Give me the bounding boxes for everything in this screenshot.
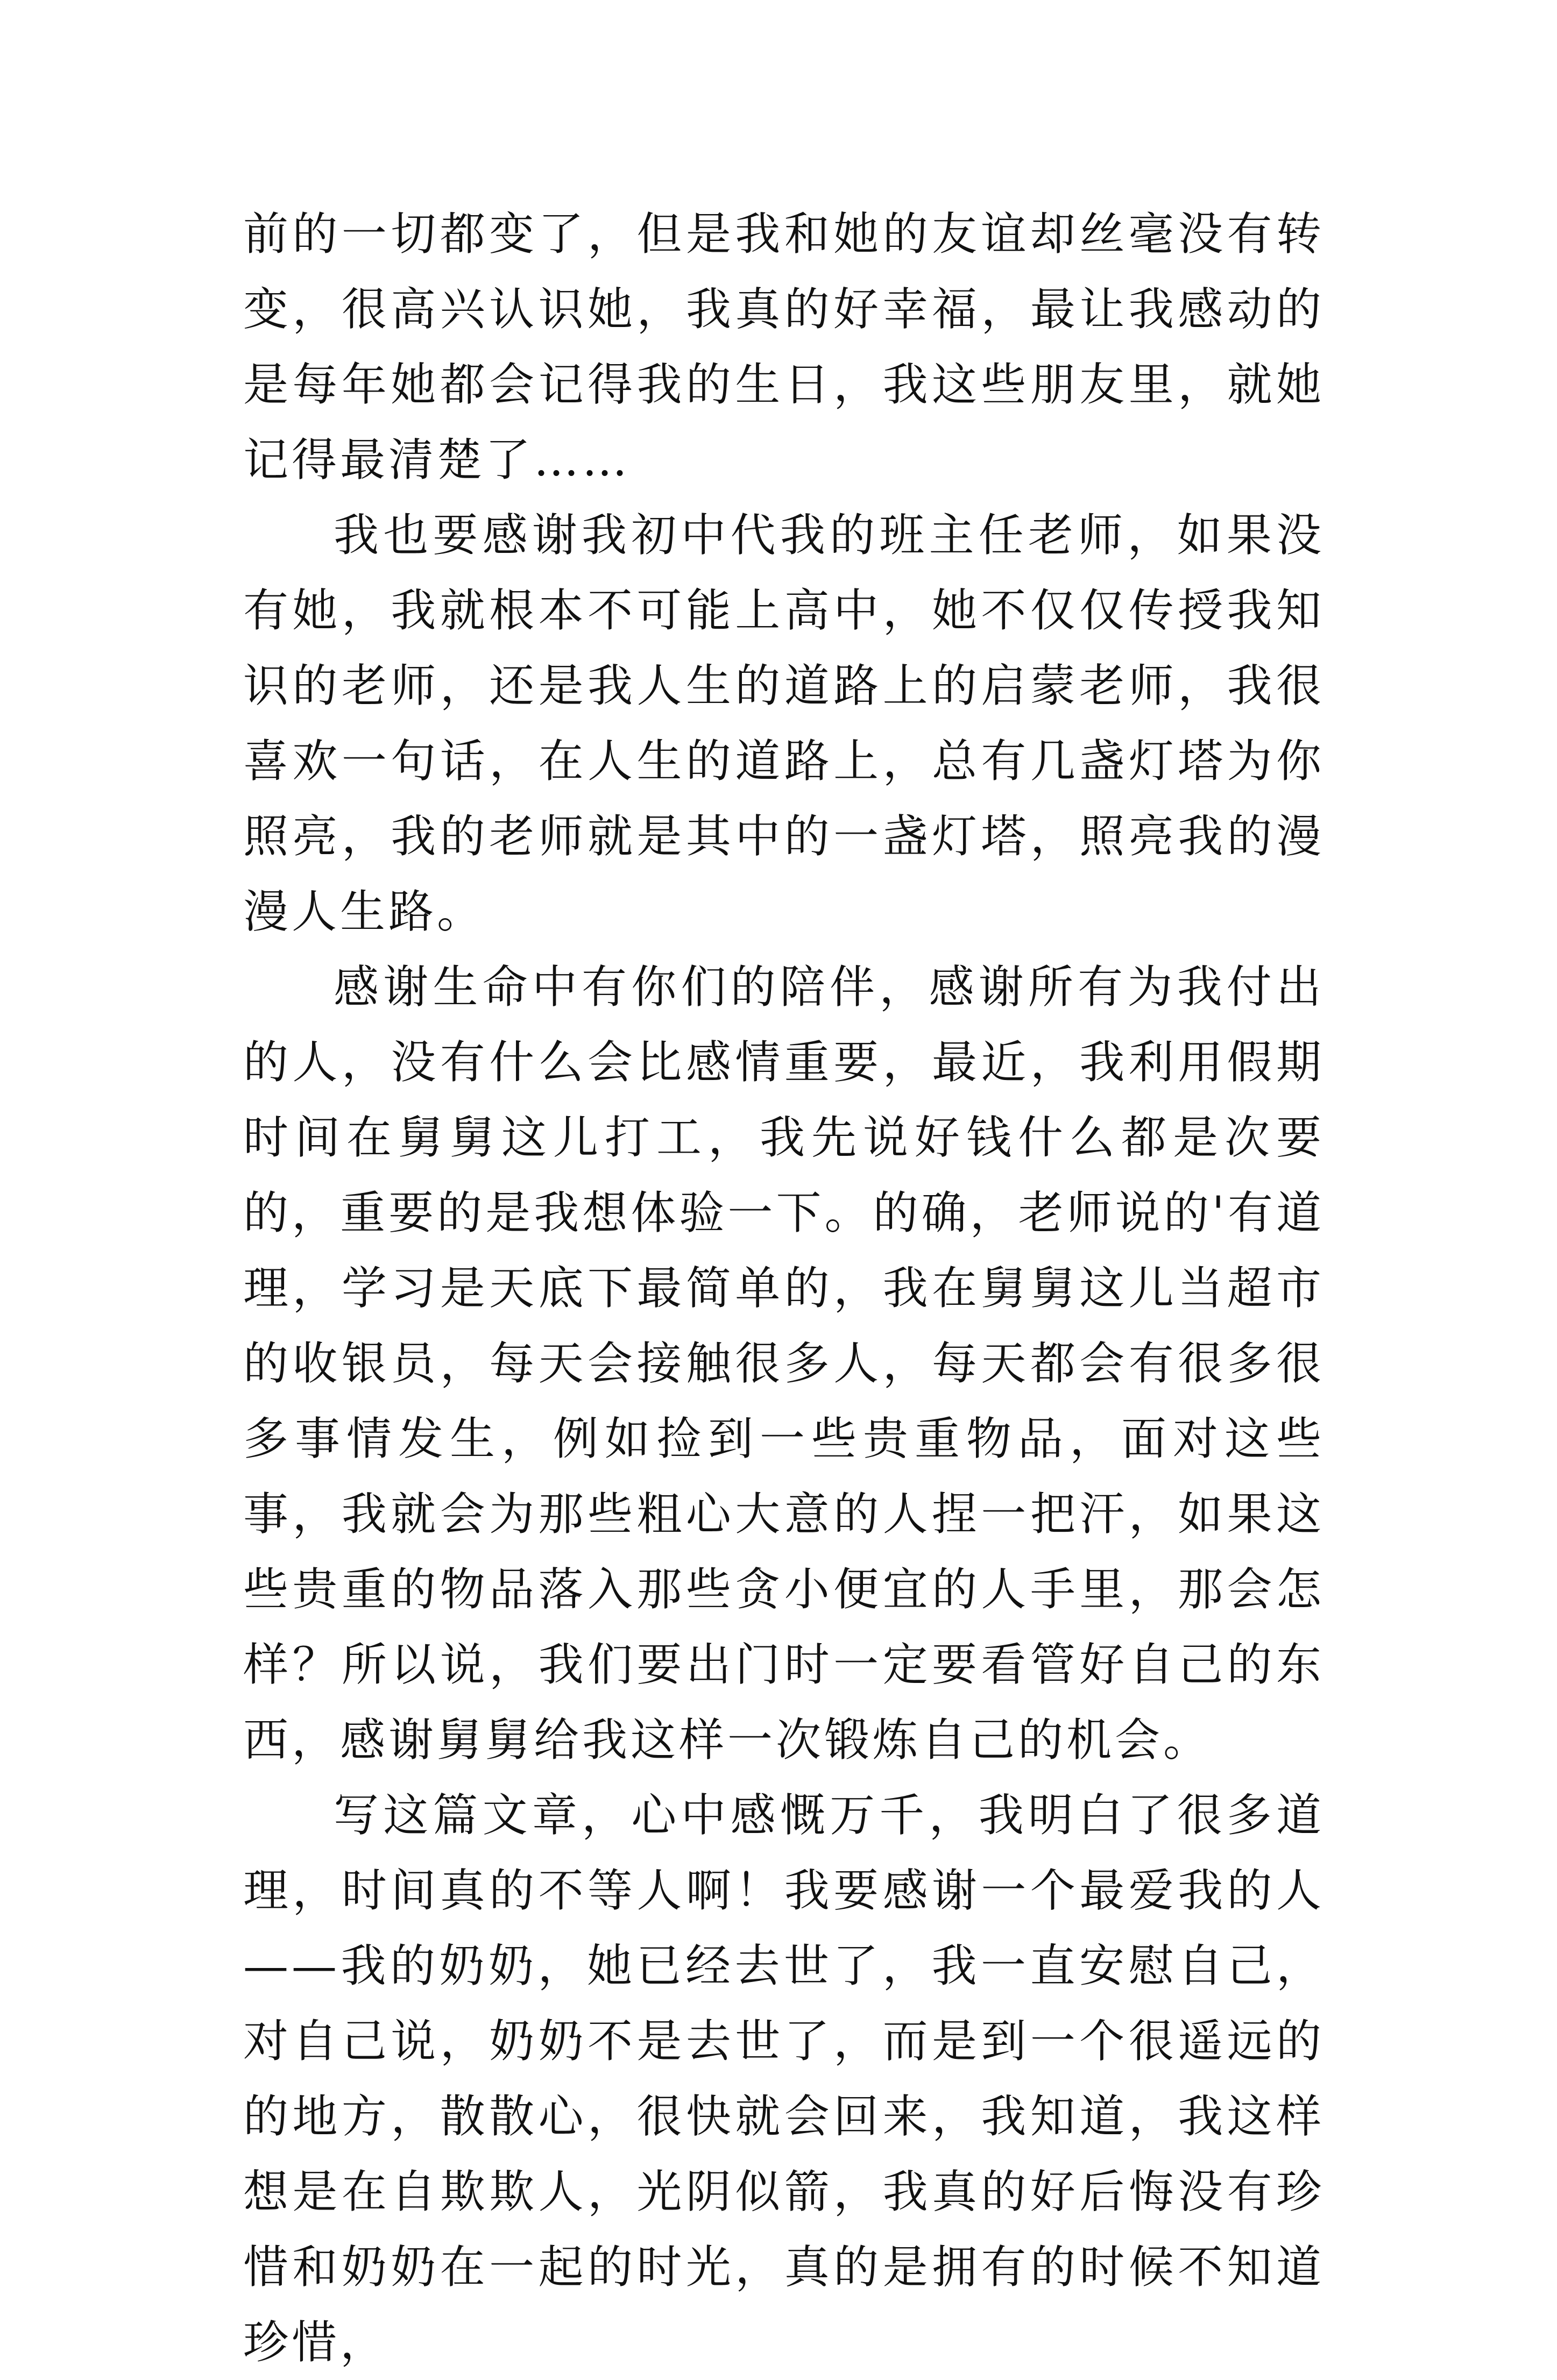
body-text: [243, 196, 1325, 2380]
paragraph-uncle-job: 感谢生命中有你们的陪伴，感谢所有为我付出的人，没有什么会比感情重要，最近，我利用假期时间在舅舅这儿打工，我先说好钱什么都是次要的，重要的是我想体验一下。的确，老师说的'有道理，学习是天底下最简单的，我在舅舅这儿当超市的收银员，每天会接触很多人，每天都会有很多很多事情发生，例如捡到一些贵重物品，面对这些事，我就会为那些粗心大意的人捏一把汗，如果这些贵重的物品落入那些贪小便宜的人手里，那会怎样？所以说，我们要出门时一定要看管好自己的东西，感谢舅舅给我这样一次锻炼自己的机会。: [243, 961, 1325, 1766]
paragraph-teacher: 我也要感谢我初中代我的班主任老师，如果没有她，我就根本不可能上高中，她不仅仅传授我知识的老师，还是我人生的道路上的启蒙老师，我很喜欢一句话，在人生的道路上，总有几盏灯塔为你照亮，我的老师就是其中的一盏灯塔，照亮我的漫漫人生路。: [243, 509, 1325, 938]
paragraph-grandmother: 写这篇文章，心中感慨万千，我明白了很多道理，时间真的不等人啊！我要感谢一个最爱我的人——我的奶奶，她已经去世了，我一直安慰自己，对自己说，奶奶不是去世了，而是到一个很遥远的的地方，散散心，很快就会回来，我知道，我这样想是在自欺欺人，光阴似箭，我真的好后悔没有珍惜和奶奶在一起的时光，真的是拥有的时候不知道珍惜，: [243, 1789, 1325, 2369]
paragraph-continuation: 前的一切都变了，但是我和她的友谊却丝毫没有转变，很高兴认识她，我真的好幸福，最让我感动的是每年她都会记得我的生日，我这些朋友里，就她记得最清楚了……: [243, 208, 1325, 486]
